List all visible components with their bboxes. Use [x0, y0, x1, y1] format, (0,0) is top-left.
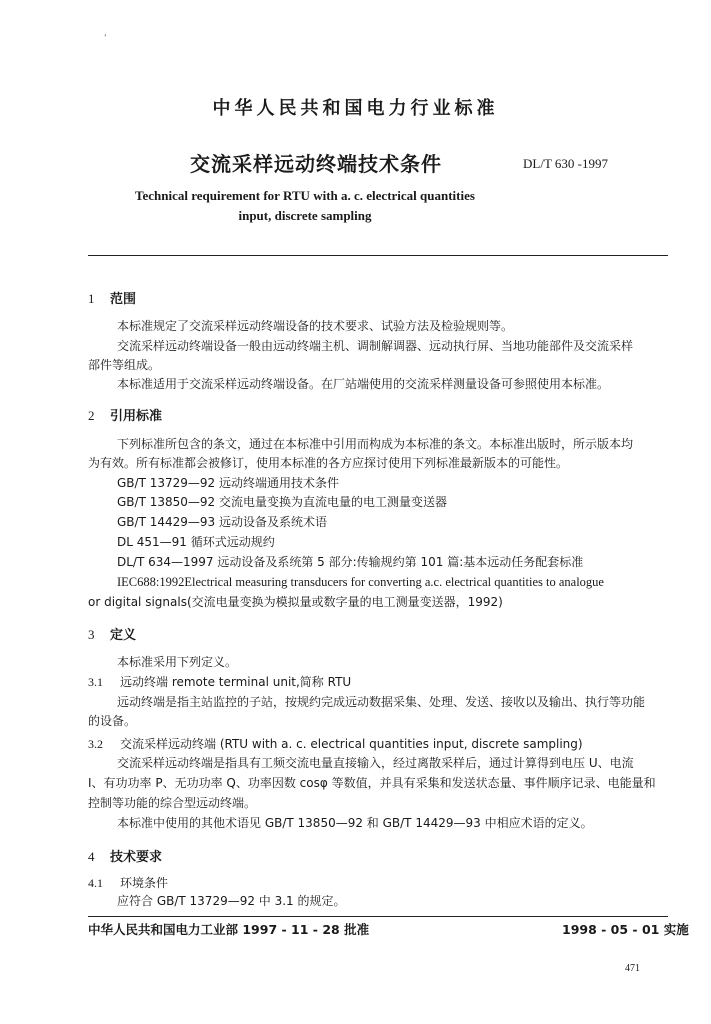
- section-title: 技术要求: [110, 850, 163, 865]
- paragraph-continuation: 为有效。所有标准都会被修订，使用本标准的各方应探讨使用下列标准最新版本的可能性。: [88, 456, 569, 470]
- reference-item: GB/T 14429—93 远动设备及系统术语: [117, 515, 327, 529]
- paragraph: 远动终端是指主站监控的子站，按规约完成远动数据采集、处理、发送、接收以及输出、执行等功能: [117, 695, 646, 709]
- paragraph-continuation: 部件等组成。: [88, 358, 161, 372]
- paragraph: 本标准规定了交流采样远动终端设备的技术要求、试验方法及检验规则等。: [117, 319, 514, 333]
- paragraph: 下列标准所包含的条文，通过在本标准中引用而构成为本标准的条文。本标准出版时，所示版本均: [117, 437, 634, 451]
- subsection-3-1: [88, 673, 351, 690]
- section-number: 3: [88, 627, 95, 642]
- header-divider: [88, 255, 668, 256]
- paragraph: 本标准采用下列定义。: [117, 655, 238, 669]
- section-4-heading: [88, 846, 162, 865]
- section-number: 4: [88, 849, 95, 864]
- subsection-4-1: [88, 874, 168, 891]
- approval-line: 中华人民共和国电力工业部 1997 - 11 - 28 批准: [88, 922, 370, 937]
- section-title: 定义: [110, 628, 137, 643]
- reference-item-iec: IEC688:1992Electrical measuring transducers for converting a.c. electrical quantities to analogue: [117, 575, 604, 589]
- subsection-title: 远动终端 remote terminal unit,简称 RTU: [120, 675, 352, 689]
- paragraph: 交流采样远动终端是指具有工频交流电量直接输入，经过离散采样后，通过计算得到电压 U、电流: [117, 756, 634, 770]
- reference-item: DL 451—91 循环式远动规约: [117, 535, 275, 549]
- scan-mark: ': [104, 34, 107, 44]
- paragraph-continuation: I、有功功率 P、无功功率 Q、功率因数 cosφ 等数值，并具有采集和发送状态量、事件顺序记录、电能量和: [88, 776, 656, 790]
- footer-divider: [88, 916, 668, 917]
- paragraph-continuation: 控制等功能的综合型远动终端。: [88, 796, 257, 810]
- paragraph-continuation: 的设备。: [88, 714, 137, 728]
- reference-item: GB/T 13729—92 远动终端通用技术条件: [117, 476, 339, 490]
- section-number: 1: [88, 291, 95, 306]
- subsection-3-2: [88, 735, 583, 752]
- subsection-number: 4.1: [88, 876, 103, 890]
- section-title: 范围: [110, 292, 137, 307]
- section-1-heading: [88, 288, 136, 307]
- standard-title-en-line1: Technical requirement for RTU with a. c. electrical quantities: [135, 188, 475, 203]
- paragraph: 交流采样远动终端设备一般由远动终端主机、调制解调器、远动执行屏、当地功能部件及交流采样: [117, 339, 634, 353]
- standard-code: DL/T 630 -1997: [523, 156, 608, 171]
- paragraph: 本标准适用于交流采样远动终端设备。在厂站端使用的交流采样测量设备可参照使用本标准。: [117, 377, 610, 391]
- reference-item: DL/T 634—1997 远动设备及系统第 5 部分:传输规约第 101 篇:基本远动任务配套标准: [117, 555, 584, 569]
- reference-item-iec-continuation: or digital signals(交流电量变换为模拟量或数字量的电工测量变送器，1992): [88, 595, 503, 609]
- section-title: 引用标准: [110, 409, 163, 424]
- section-2-heading: [88, 405, 162, 424]
- page-number: 471: [625, 963, 640, 974]
- reference-item: GB/T 13850—92 交流电量变换为直流电量的电工测量变送器: [117, 495, 447, 509]
- subsection-number: 3.2: [88, 737, 103, 751]
- standard-title-en-line2: input, discrete sampling: [238, 208, 372, 223]
- org-title: 中华人民共和国电力行业标准: [212, 98, 499, 119]
- paragraph: 应符合 GB/T 13729—92 中 3.1 的规定。: [117, 894, 346, 908]
- subsection-title: 交流采样远动终端 (RTU with a. c. electrical quantities input, discrete sampling): [120, 737, 583, 751]
- paragraph: 本标准中使用的其他术语见 GB/T 13850—92 和 GB/T 14429—93 中相应术语的定义。: [117, 816, 593, 830]
- standard-title-cn: 交流采样远动终端技术条件: [190, 152, 442, 176]
- section-number: 2: [88, 408, 95, 423]
- subsection-number: 3.1: [88, 675, 103, 689]
- section-3-heading: [88, 624, 136, 643]
- effective-date: 1998 - 05 - 01 实施: [562, 922, 689, 937]
- subsection-title: 环境条件: [120, 876, 169, 890]
